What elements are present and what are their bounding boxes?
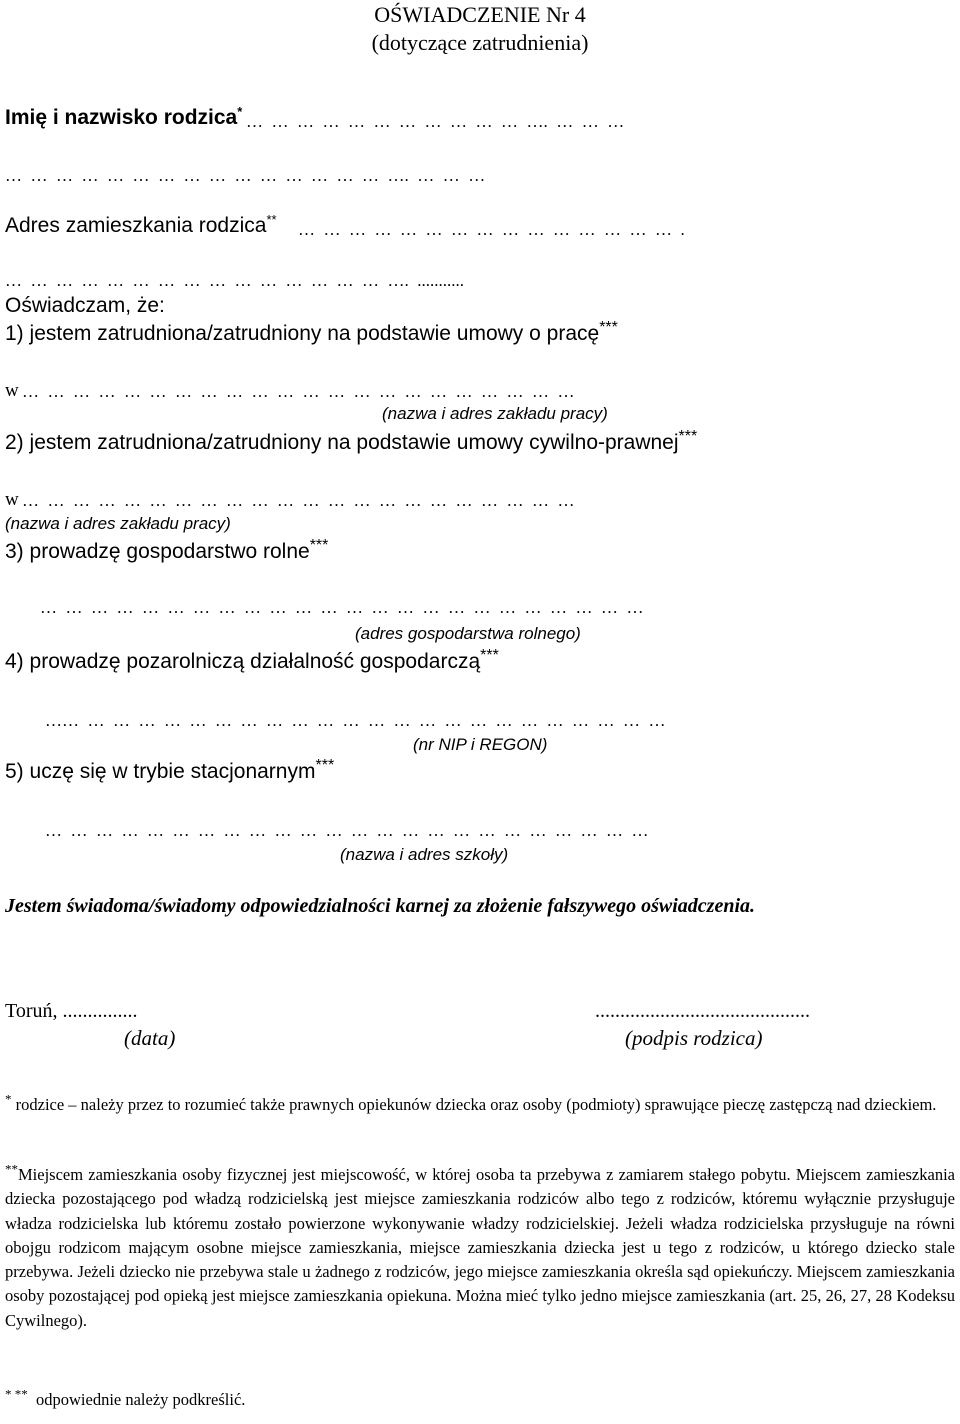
parent-name-field-continued[interactable]: … … … … … … … … … … … … … … … …. … … … — [5, 166, 486, 185]
parent-address-label: Adres zamieszkania rodzica** — [5, 212, 277, 237]
item-5-heading: 5) uczę się w trybie stacjonarnym*** — [5, 757, 335, 783]
parent-address-field-continued[interactable]: … … … … … … … … … … … … … … … …. ........... — [5, 271, 464, 290]
item-3-hint: (adres gospodarstwa rolnego) — [355, 624, 581, 643]
footnote-2: **Miejscem zamieszkania osoby fizycznej jest miejscowość, w której osoba ta przebywa z zamiarem stałego pobytu. Miejscem zamieszkania dziecka pozostającego pod władzą rodzicielską jest miejsce zamieszkania rodziców albo tego z rodziców, któremu wyłącznie przysługuje władza rodzicielska lub któremu zostało powierzone wykonywanie władzy rodzicielskiej. Jeżeli władza rodzicielska przysługuje na równi obojgu rodzicom mającym osobne miejsce zamieszkania, miejsce zamieszkania dziecka jest u tego z rodziców, u którego dziecko stale przebywa. Jeżeli dziecko nie przebywa stale u żadnego z rodziców, jego miejsce zamieszkania określa sąd opiekuńczy. Miejscem zamieszkania osoby pozostającej pod opieką jest miejsce zamieszkania opiekuna. Można mieć tylko jedno miejsce zamieszkania (art. 25, 26, 27, 28 Kodeksu Cywilnego). — [5, 1161, 955, 1330]
footnote-marker: ** — [266, 212, 277, 227]
parent-address-field[interactable]: … … … … … … … … … … … … … … … . — [298, 220, 685, 239]
document-title: OŚWIADCZENIE Nr 4 — [374, 2, 586, 27]
signature-field[interactable]: ........................................... — [595, 1000, 810, 1022]
place-and-date-field[interactable]: Toruń, ............... — [5, 1000, 138, 1022]
signature-label: (podpis rodzica) — [625, 1026, 763, 1050]
parent-name-label: Imię i nazwisko rodzica* — [5, 104, 243, 129]
document-subtitle: (dotyczące zatrudnienia) — [371, 30, 589, 55]
footnote-marker: *** — [309, 537, 329, 554]
liability-statement: Jestem świadoma/świadomy odpowiedzialności karnej za złożenie fałszywego oświadczenia. — [5, 895, 756, 917]
item-2-workplace-field[interactable]: … … … … … … … … … … … … … … … … … … … … … … — [22, 491, 575, 510]
footnote-marker: * ** — [5, 1386, 28, 1402]
footnote-marker: *** — [315, 757, 335, 774]
footnote-marker: ** — [5, 1161, 18, 1177]
footnote-marker: * — [237, 104, 243, 119]
item-3-heading: 3) prowadzę gospodarstwo rolne*** — [5, 537, 329, 563]
item-1-hint: (nazwa i adres zakładu pracy) — [382, 404, 608, 423]
item-1-heading: 1) jestem zatrudniona/zatrudniony na podstawie umowy o pracę*** — [5, 319, 618, 345]
declaration-intro: Oświadczam, że: — [5, 294, 165, 317]
item-4-heading: 4) prowadzę pozarolniczą działalność gospodarczą*** — [5, 647, 499, 673]
footnote-1: * rodzice – należy przez to rozumieć także prawnych opiekunów dziecka oraz osoby (podmioty) sprawujące pieczę zastępczą nad dzieckiem. — [5, 1091, 937, 1114]
footnote-marker: *** — [480, 647, 499, 664]
item-5-school-field[interactable]: … … … … … … … … … … … … … … … … … … … … … … … … — [45, 821, 649, 840]
parent-name-field[interactable]: … … … … … … … … … … … …. … … … — [246, 112, 625, 131]
footnote-marker: *** — [678, 428, 698, 445]
footnote-3: * ** odpowiednie należy podkreślić. — [5, 1386, 246, 1409]
date-label: (data) — [124, 1026, 176, 1050]
item-4-nip-regon-field[interactable]: …… … … … … … … … … … … … … … … … … … … … … … … … — [45, 711, 666, 730]
item-1-prefix: w — [5, 380, 19, 401]
item-1-workplace-field[interactable]: … … … … … … … … … … … … … … … … … … … … … … — [22, 382, 575, 401]
item-3-farm-address-field[interactable]: … … … … … … … … … … … … … … … … … … … … … … … … — [40, 598, 644, 617]
item-2-prefix: w — [5, 489, 19, 510]
footnote-marker: * — [5, 1091, 12, 1107]
item-2-heading: 2) jestem zatrudniona/zatrudniony na podstawie umowy cywilno-prawnej*** — [5, 428, 698, 454]
item-2-hint: (nazwa i adres zakładu pracy) — [5, 514, 231, 533]
item-5-hint: (nazwa i adres szkoły) — [340, 845, 509, 864]
footnote-marker: *** — [599, 319, 618, 336]
item-4-hint: (nr NIP i REGON) — [413, 735, 548, 754]
